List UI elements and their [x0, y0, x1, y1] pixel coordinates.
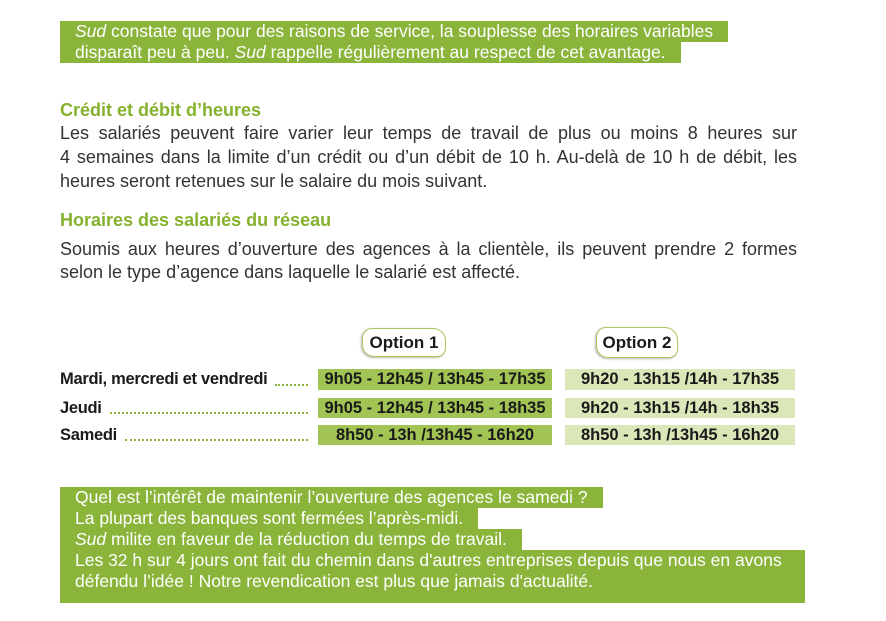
saturday-answer: La plupart des banques sont fermées l’après-midi. — [60, 508, 478, 529]
intro-line-2-text: rappelle régulièrement au respect de cet avantage. — [265, 42, 666, 62]
network-heading: Horaires des salariés du réseau — [60, 210, 332, 230]
sud-emphasis: Sud — [234, 42, 266, 62]
network-line: Soumis aux heures d’ouverture des agences à la clientèle, ils peuvent prendre 2 formes — [60, 239, 797, 259]
credit-line: heures seront retenues sur le salaire du mois suivant. — [60, 171, 488, 191]
saturday-question: Quel est l’intérêt de maintenir l’ouverture des agences le samedi ? — [60, 487, 603, 508]
credit-line: 4 semaines dans la limite d’un crédit ou d’un débit de 10 h. Au-delà de 10 h de débit, les — [60, 147, 797, 167]
network-line: selon le type d’agence dans laquelle le salarié est affecté. — [60, 262, 520, 282]
day-cell — [60, 425, 308, 445]
option-2-hours: 9h20 - 13h15 /14h - 18h35 — [565, 398, 795, 418]
option-1-header: Option 1 — [362, 328, 446, 357]
credit-heading: Crédit et débit d’heures — [60, 100, 262, 120]
sud-stance-line — [60, 529, 522, 550]
day-label: Mardi, mercredi et vendredi — [60, 370, 268, 388]
day-label: Jeudi — [60, 399, 102, 417]
intro-line-2 — [60, 42, 681, 63]
day-cell — [60, 398, 308, 418]
credit-line: Les salariés peuvent faire varier leur temps de travail de plus ou moins 8 heures sur — [60, 123, 797, 143]
intro-line-1-text: constate que pour des raisons de service, la souplesse des horaires variables — [106, 21, 714, 41]
table-row — [60, 398, 795, 418]
dotted-leader — [275, 384, 308, 386]
day-cell — [60, 369, 308, 390]
option-2-header: Option 2 — [596, 327, 678, 358]
option-1-hours: 9h05 - 12h45 / 13h45 - 18h35 — [318, 398, 552, 418]
intro-note — [60, 21, 728, 63]
option-2-hours: 9h20 - 13h15 /14h - 17h35 — [565, 369, 795, 390]
day-label: Samedi — [60, 426, 117, 444]
intro-line-2-start: disparaît peu à peu. — [75, 42, 235, 62]
network-paragraph — [60, 238, 797, 284]
sud-emphasis: Sud — [75, 529, 107, 549]
option-1-hours: 9h05 - 12h45 / 13h45 - 17h35 — [318, 369, 552, 390]
closing-line: Les 32 h sur 4 jours ont fait du chemin dans d'autres entreprises depuis que nous en avons — [75, 550, 782, 570]
sud-stance-text: milite en faveur de la réduction du temps de travail. — [106, 529, 507, 549]
option-2-hours: 8h50 - 13h /13h45 - 16h20 — [565, 425, 795, 445]
closing-line: défendu l’idée ! Notre revendication est plus que jamais d'actualité. — [75, 571, 593, 591]
dotted-leader — [110, 412, 308, 414]
table-row — [60, 369, 795, 390]
sud-emphasis: Sud — [75, 21, 107, 41]
credit-paragraph — [60, 121, 797, 193]
saturday-note — [60, 487, 805, 603]
intro-line-1 — [60, 21, 728, 42]
option-1-hours: 8h50 - 13h /13h45 - 16h20 — [318, 425, 552, 445]
dotted-leader — [125, 439, 308, 441]
table-row — [60, 425, 795, 445]
closing-block — [60, 550, 805, 603]
